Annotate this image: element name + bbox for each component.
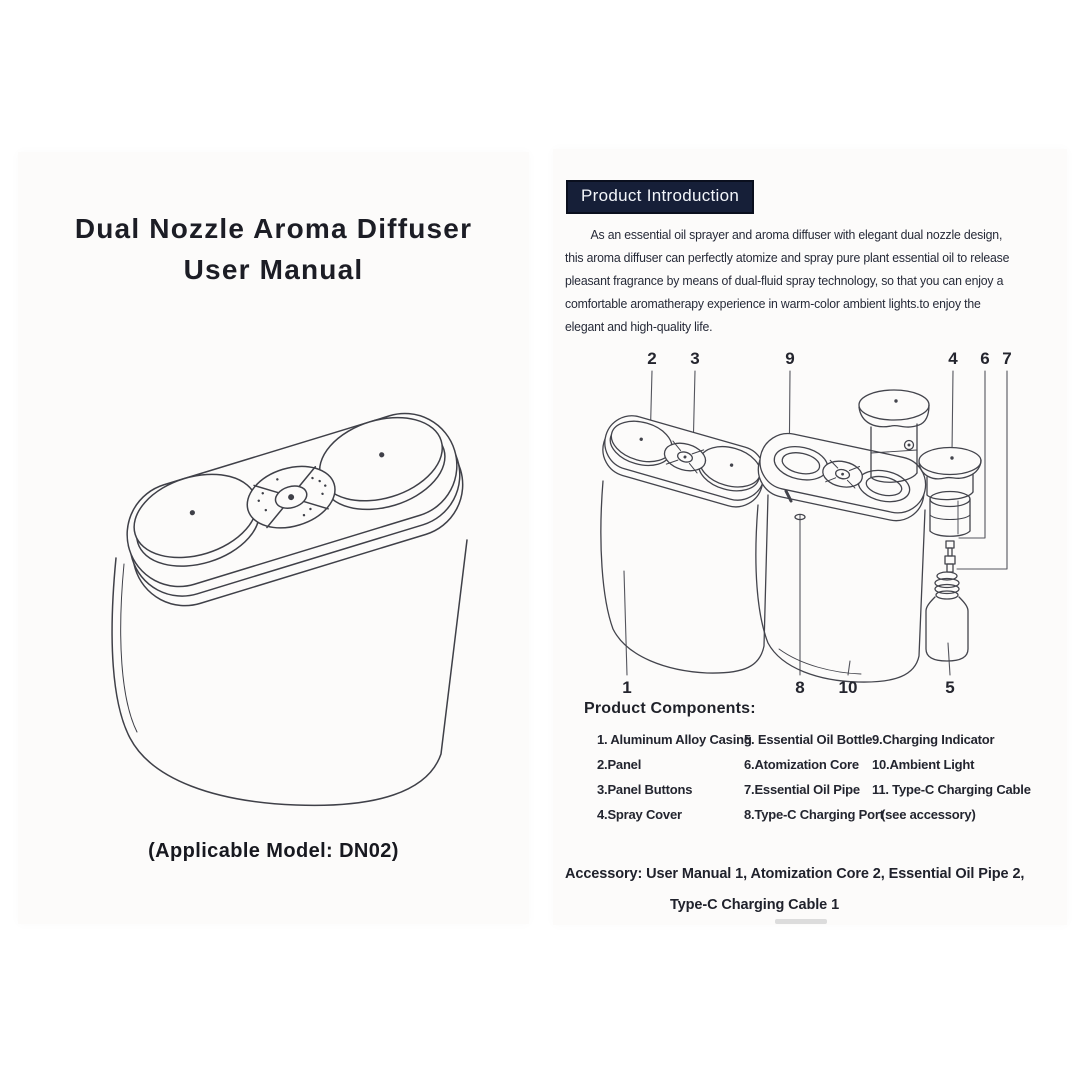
accessory-line-2: Type-C Charging Cable 1 xyxy=(670,897,840,913)
intro-line: pleasant fragrance by means of dual-fluid spray technology, so that you can enjoy a xyxy=(565,273,1004,288)
intro-line: As an essential oil sprayer and aroma diffuser with elegant dual nozzle design, xyxy=(590,227,1003,242)
callout-number: 7 xyxy=(1002,349,1012,368)
exploded-view-illustration xyxy=(553,345,1067,707)
intro-line: this aroma diffuser can perfectly atomize and spray pure plant essential oil to release xyxy=(565,250,1010,265)
component-item: 11. Type-C Charging Cable xyxy=(872,782,1031,797)
callout-number: 1 xyxy=(622,678,632,697)
callout-number: 4 xyxy=(948,349,958,368)
component-item: 4.Spray Cover xyxy=(597,807,682,822)
accessory-note xyxy=(565,859,1024,921)
scan-artifact xyxy=(775,919,827,924)
section-header: Product Introduction xyxy=(566,180,754,214)
title-line-2: User Manual xyxy=(183,254,364,285)
components-column-1 xyxy=(597,727,752,827)
callout-number: 3 xyxy=(690,349,700,368)
title-line-1: Dual Nozzle Aroma Diffuser xyxy=(74,213,473,244)
component-item: 10.Ambient Light xyxy=(872,757,975,772)
component-item: 6.Atomization Core xyxy=(744,757,859,772)
page-left xyxy=(18,152,529,924)
component-item: 2.Panel xyxy=(597,757,642,772)
callout-number: 6 xyxy=(980,349,990,368)
intro-line: elegant and high-quality life. xyxy=(565,319,713,334)
page-right xyxy=(553,149,1067,925)
manual-title xyxy=(18,208,529,290)
component-item: 1. Aluminum Alloy Casing xyxy=(597,732,752,747)
diffuser-illustration xyxy=(94,382,490,810)
component-item: (see accessory) xyxy=(881,807,976,822)
model-note: (Applicable Model: DN02) xyxy=(148,840,399,862)
accessory-line-1: Accessory: User Manual 1, Atomization Core 2, Essential Oil Pipe 2, xyxy=(565,866,1025,882)
callout-number: 9 xyxy=(785,349,795,368)
component-item: 8.Type-C Charging Port xyxy=(744,807,884,822)
components-heading: Product Components: xyxy=(584,700,756,717)
callout-number: 2 xyxy=(647,349,657,368)
components-diagram xyxy=(553,345,1067,707)
intro-paragraph xyxy=(565,223,1053,338)
component-item: 3.Panel Buttons xyxy=(597,782,693,797)
callout-number: 10 xyxy=(838,678,858,697)
intro-line: comfortable aromatherapy experience in warm-color ambient lights.to enjoy the xyxy=(565,296,981,311)
callout-number: 8 xyxy=(795,678,805,697)
callout-number: 5 xyxy=(945,678,955,697)
components-column-2 xyxy=(744,727,884,827)
component-item: 7.Essential Oil Pipe xyxy=(744,782,860,797)
component-item: 5. Essential Oil Bottle xyxy=(744,732,873,747)
components-column-3 xyxy=(872,727,1031,827)
component-item: 9.Charging Indicator xyxy=(872,732,995,747)
